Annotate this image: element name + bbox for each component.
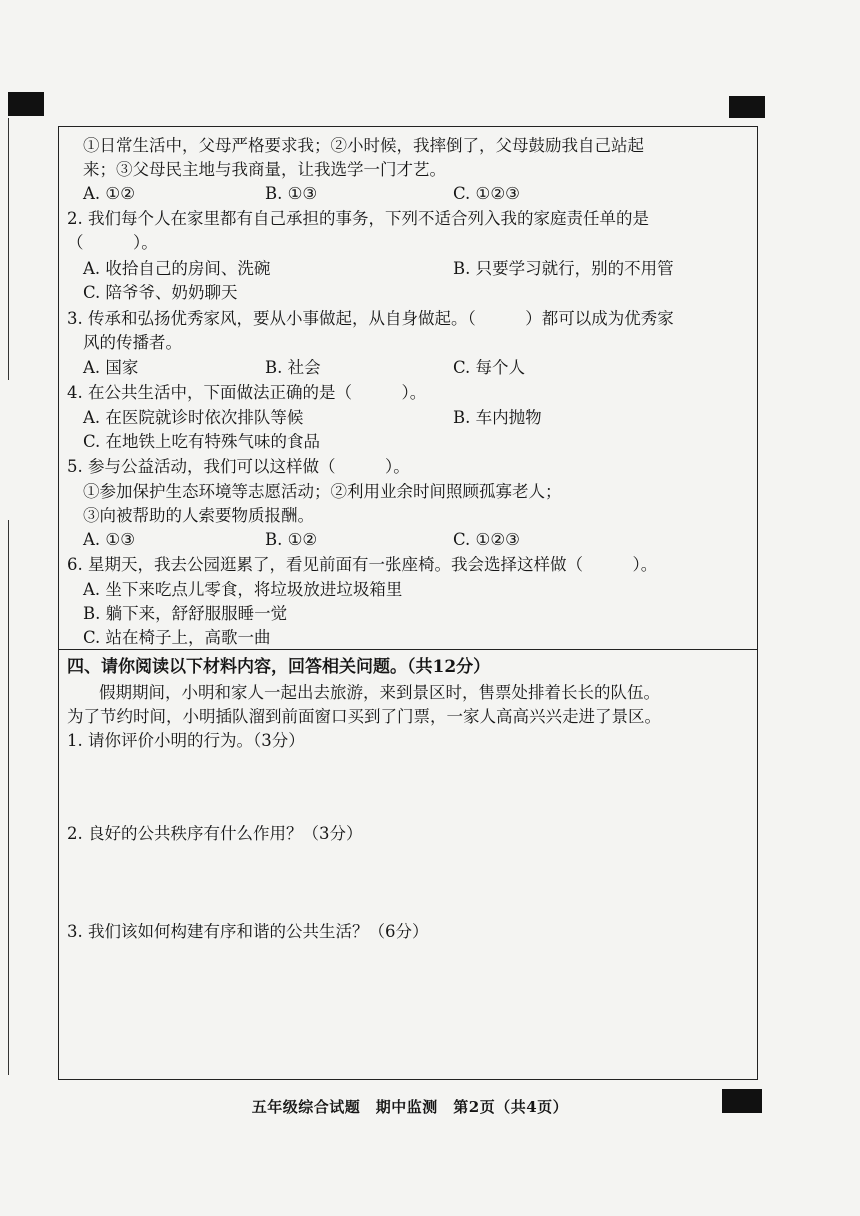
q2-stem-2: （ ）。 xyxy=(67,233,158,252)
intro-option-a: A. ①② xyxy=(83,184,135,203)
q4-option-b: B. 车内抛物 xyxy=(453,408,542,427)
q5-option-c: C. ①②③ xyxy=(453,530,520,549)
q5-stem: 5. 参与公益活动，我们可以这样做（ ）。 xyxy=(67,457,410,476)
exam-sheet xyxy=(58,126,758,1080)
q2-option-c: C. 陪爷爷、奶奶聊天 xyxy=(83,283,238,302)
scan-edge-line xyxy=(8,118,9,380)
q3-stem-2: 风的传播者。 xyxy=(83,333,182,352)
section4-title: 四、请你阅读以下材料内容，回答相关问题。（共12分） xyxy=(67,657,491,677)
intro-option-b: B. ①③ xyxy=(265,184,318,203)
section4-question-1: 1. 请你评价小明的行为。（3分） xyxy=(67,731,305,750)
q2-option-a: A. 收拾自己的房间、洗碗 xyxy=(83,259,271,278)
registration-mark-top-right xyxy=(729,96,765,118)
section4-question-2: 2. 良好的公共秩序有什么作用？（3分） xyxy=(67,824,363,843)
q4-option-a: A. 在医院就诊时依次排队等候 xyxy=(83,408,304,427)
q6-option-c: C. 站在椅子上，高歌一曲 xyxy=(83,628,271,647)
q3-stem-1: 3. 传承和弘扬优秀家风，要从小事做起，从自身做起。（ ）都可以成为优秀家 xyxy=(67,309,674,328)
q5-option-b: B. ①② xyxy=(265,530,318,549)
q5-option-a: A. ①③ xyxy=(83,530,135,549)
section-multiple-choice xyxy=(59,127,757,650)
scan-edge-line xyxy=(8,520,9,1075)
q6-option-b: B. 躺下来，舒舒服服睡一觉 xyxy=(83,604,288,623)
q3-option-a: A. 国家 xyxy=(83,358,139,377)
q3-option-c: C. 每个人 xyxy=(453,358,526,377)
q2-option-b: B. 只要学习就行，别的不用管 xyxy=(453,259,674,278)
registration-mark-top-left xyxy=(8,92,44,116)
q4-option-c: C. 在地铁上吃有特殊气味的食品 xyxy=(83,432,321,451)
intro-option-c: C. ①②③ xyxy=(453,184,520,203)
intro-line-2: 来；③父母民主地与我商量，让我选学一门才艺。 xyxy=(83,160,446,179)
q5-item-1: ①参加保护生态环境等志愿活动；②利用业余时间照顾孤寡老人； xyxy=(83,482,562,501)
page-footer: 五年级综合试题 期中监测 第2页（共4页） xyxy=(251,1098,569,1116)
q4-stem: 4. 在公共生活中，下面做法正确的是（ ）。 xyxy=(67,383,427,402)
q3-option-b: B. 社会 xyxy=(265,358,321,377)
q2-stem-1: 2. 我们每个人在家里都有自己承担的事务，下列不适合列入我的家庭责任单的是 xyxy=(67,209,649,228)
section4-question-3: 3. 我们该如何构建有序和谐的公共生活？（6分） xyxy=(67,922,429,941)
section-reading xyxy=(59,650,757,1079)
section4-material-2: 为了节约时间，小明插队溜到前面窗口买到了门票，一家人高高兴兴走进了景区。 xyxy=(67,707,661,726)
q6-stem: 6. 星期天，我去公园逛累了，看见前面有一张座椅。我会选择这样做（ ）。 xyxy=(67,555,658,574)
intro-line-1: ①日常生活中，父母严格要求我；②小时候，我摔倒了，父母鼓励我自己站起 xyxy=(83,136,644,155)
q6-option-a: A. 坐下来吃点儿零食，将垃圾放进垃圾箱里 xyxy=(83,580,403,599)
section4-material-1: 假期期间，小明和家人一起出去旅游，来到景区时，售票处排着长长的队伍。 xyxy=(99,683,660,702)
q5-item-2: ③向被帮助的人索要物质报酬。 xyxy=(83,506,314,525)
